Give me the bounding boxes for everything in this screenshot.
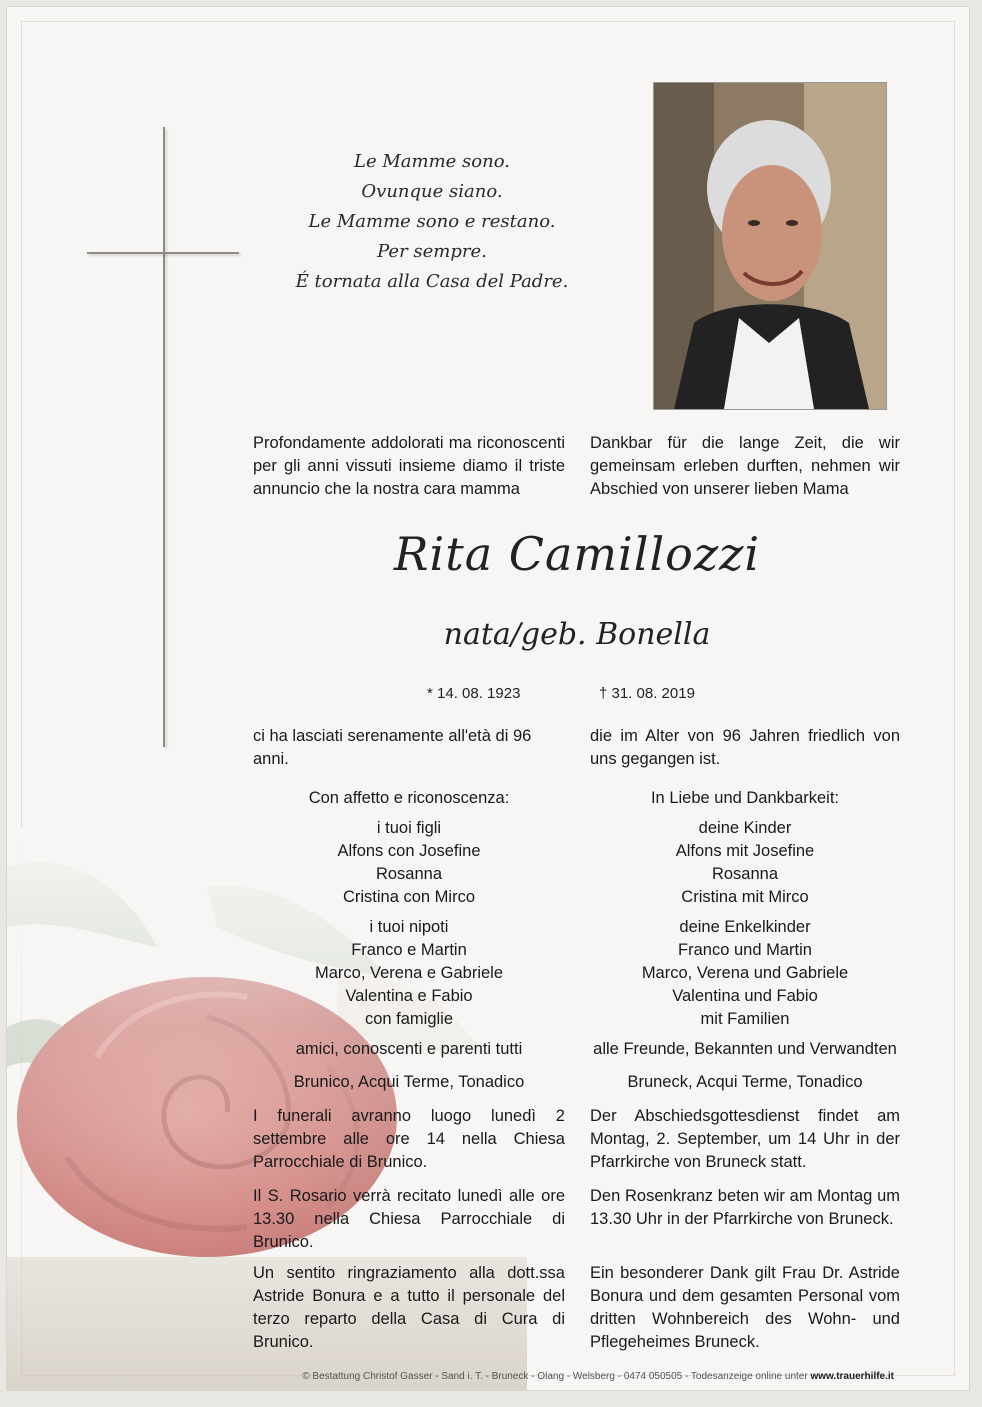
family-member: Franco und Martin <box>678 941 812 959</box>
family-german <box>590 787 900 1061</box>
children-heading: deine Kinder <box>698 819 792 837</box>
rosary-italian: Il S. Rosario verrà recitato lunedì alle ore 13.30 nella Chiesa Parrocchiale di Brunico. <box>253 1187 565 1251</box>
deceased-name: Rita Camillozzi <box>393 527 761 581</box>
poem-line: Ovunque siano. <box>361 181 503 202</box>
rosary-german: Den Rosenkranz beten wir am Montag um 13.30 Uhr in der Pfarrkirche von Bruneck. <box>590 1187 900 1228</box>
funeral-italian: I funerali avranno luogo lunedì 2 settembre alle ore 14 nella Chiesa Parrocchiale di Brunico. <box>253 1107 565 1171</box>
family-heading: In Liebe und Dankbarkeit: <box>650 789 840 807</box>
family-others: alle Freunde, Bekannten und Verwandten <box>593 1040 897 1058</box>
thanks-italian: Un sentito ringraziamento alla dott.ssa Astride Bonura e a tutto il personale del terzo reparto della Casa di Cura di Brunico. <box>253 1264 565 1351</box>
family-member: con famiglie <box>364 1010 454 1028</box>
funeral-german: Der Abschiedsgottesdienst findet am Montag, 2. September, um 14 Uhr in der Pfarrkirche von Bruneck statt. <box>590 1107 900 1171</box>
intro-german: Dankbar für die lange Zeit, die wir gemeinsam erleben durften, nehmen wir Abschied von unserer lieben Mama <box>590 434 900 498</box>
passed-german: die im Alter von 96 Jahren friedlich von uns gegangen ist. <box>590 727 900 768</box>
poem-line: Per sempre. <box>377 241 487 262</box>
passed-italian: ci ha lasciati serenamente all'età di 96 anni. <box>253 727 532 768</box>
family-member: Rosanna <box>375 865 443 883</box>
grandchildren-heading: i tuoi nipoti <box>369 918 449 936</box>
places-italian: Brunico, Acqui Terme, Tonadico <box>293 1073 525 1091</box>
footer-link[interactable]: www.trauerhilfe.it <box>810 1371 894 1382</box>
portrait-photo <box>653 82 887 410</box>
death-date: † 31. 08. 2019 <box>599 685 695 702</box>
family-others: amici, conoscenti e parenti tutti <box>295 1040 523 1058</box>
family-member: Marco, Verena e Gabriele <box>314 964 504 982</box>
family-italian <box>253 787 565 1061</box>
family-member: Valentina und Fabio <box>672 987 818 1005</box>
cross-icon-vertical <box>163 127 165 747</box>
family-member: mit Familien <box>700 1010 790 1028</box>
maiden-name: nata/geb. Bonella <box>443 617 711 652</box>
family-member: Rosanna <box>711 865 779 883</box>
family-member: Alfons con Josefine <box>337 842 481 860</box>
family-heading: Con affetto e riconoscenza: <box>308 789 510 807</box>
footer <box>246 1371 894 1382</box>
family-member: Alfons mit Josefine <box>675 842 815 860</box>
cross-icon-horizontal <box>87 252 239 254</box>
intro-italian: Profondamente addolorati ma riconoscenti per gli anni vissuti insieme diamo il triste annuncio che la nostra cara mamma <box>253 434 565 498</box>
family-member: Cristina mit Mirco <box>681 888 809 906</box>
thanks-german: Ein besonderer Dank gilt Frau Dr. Astride Bonura und dem gesamten Personal vom dritten Wohnbereich des Wohn- und Pflegeheimes Bruneck. <box>590 1264 900 1351</box>
children-heading: i tuoi figli <box>376 819 442 837</box>
birth-date: * 14. 08. 1923 <box>427 685 521 702</box>
poem-line: Le Mamme sono e restano. <box>308 211 556 232</box>
footer-text: © Bestattung Christof Gasser - Sand i. T. - Bruneck - Olang - Welsberg - 0474 050505 - Todesanzeige online unter <box>302 1371 808 1382</box>
poem <box>247 147 617 297</box>
family-member: Valentina e Fabio <box>345 987 473 1005</box>
family-member: Marco, Verena und Gabriele <box>641 964 849 982</box>
poem-line: É tornata alla Casa del Padre. <box>295 271 569 292</box>
family-member: Cristina con Mirco <box>342 888 476 906</box>
places-german: Bruneck, Acqui Terme, Tonadico <box>627 1073 863 1091</box>
poem-line: Le Mamme sono. <box>354 151 510 172</box>
family-member: Franco e Martin <box>351 941 467 959</box>
grandchildren-heading: deine Enkelkinder <box>679 918 811 936</box>
obituary-card <box>6 6 970 1391</box>
